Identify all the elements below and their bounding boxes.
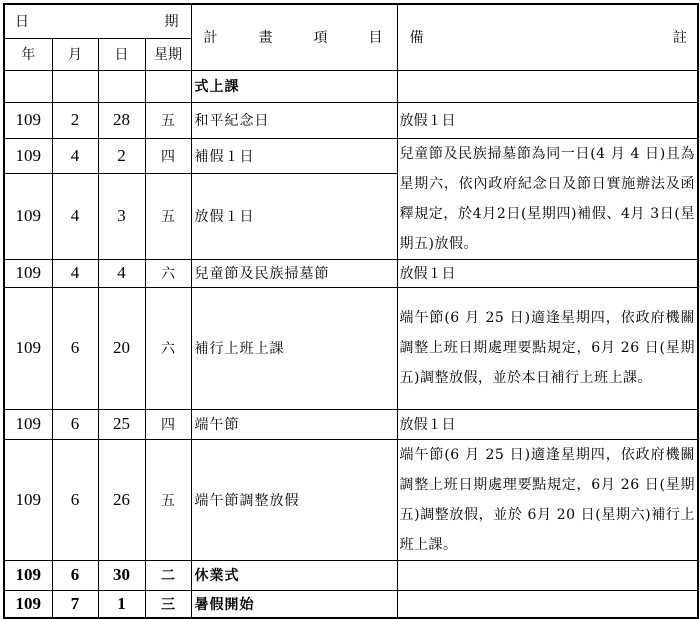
note-cell (397, 560, 698, 590)
header-row-top (4, 4, 698, 38)
weekday-cell: 三 (145, 590, 191, 618)
note-header-char: 備 (409, 30, 424, 47)
note-header-char: 註 (673, 30, 687, 47)
month-cell: 4 (52, 173, 98, 259)
plan-header (191, 4, 397, 70)
note-cell: 端午節(6 月 25 日)適逢星期四，依政府機關調整上班日期處理要點規定，6月 26 日(星期五)調整放假，並於 6月 20 日(星期六)補行上班上課。 (397, 439, 698, 560)
weekday-cell: 六 (145, 259, 191, 287)
plan-header-char: 畫 (258, 30, 273, 47)
plan-header-char: 目 (368, 30, 383, 47)
weekday-cell: 二 (145, 560, 191, 590)
month-cell (52, 70, 98, 102)
date-header (4, 4, 191, 38)
table-row (4, 102, 698, 138)
table-row (4, 560, 698, 590)
day-cell: 1 (98, 590, 145, 618)
month-cell: 6 (52, 439, 98, 560)
day-cell: 20 (98, 287, 145, 409)
note-cell: 放假１日 (397, 409, 698, 439)
note-cell: 端午節(6 月 25 日)適逢星期四，依政府機關調整上班日期處理要點規定，6月 26 日(星期五)調整放假，並於本日補行上班上課。 (397, 287, 698, 409)
month-cell: 7 (52, 590, 98, 618)
day-cell (98, 70, 145, 102)
month-cell: 4 (52, 138, 98, 173)
year-cell: 109 (4, 560, 52, 590)
day-cell: 4 (98, 259, 145, 287)
month-cell: 4 (52, 259, 98, 287)
weekday-cell: 六 (145, 287, 191, 409)
date-header-left: 日 (15, 14, 29, 31)
note-cell: 放假１日 (397, 102, 698, 138)
month-header: 月 (52, 38, 98, 70)
month-cell: 2 (52, 102, 98, 138)
year-cell: 109 (4, 102, 52, 138)
note-cell: 放假１日 (397, 259, 698, 287)
plan-header-char: 項 (313, 30, 328, 47)
weekday-cell: 五 (145, 102, 191, 138)
weekday-cell: 五 (145, 173, 191, 259)
plan-header-char: 計 (203, 30, 218, 47)
weekday-cell (145, 70, 191, 102)
table-row (4, 439, 698, 560)
weekday-cell: 四 (145, 138, 191, 173)
table-row (4, 409, 698, 439)
table-row (4, 590, 698, 618)
note-header (397, 4, 698, 70)
item-cell: 放假１日 (191, 173, 397, 259)
month-cell: 6 (52, 409, 98, 439)
table-row (4, 138, 698, 173)
item-cell: 端午節 (191, 409, 397, 439)
day-cell: 30 (98, 560, 145, 590)
day-cell: 3 (98, 173, 145, 259)
year-header: 年 (4, 38, 52, 70)
note-cell: 兒童節及民族掃墓節為同一日(4 月 4 日)且為星期六，依內政府紀念日及節日實施辦法及函釋規定，於4月2日(星期四)補假、4月 3日(星期五)放假。 (397, 138, 698, 259)
item-cell: 補行上班上課 (191, 287, 397, 409)
day-cell: 28 (98, 102, 145, 138)
date-header-right: 期 (164, 14, 179, 31)
year-cell: 109 (4, 259, 52, 287)
table-row (4, 259, 698, 287)
year-cell: 109 (4, 439, 52, 560)
item-cell: 休業式 (191, 560, 397, 590)
item-cell: 兒童節及民族掃墓節 (191, 259, 397, 287)
year-cell: 109 (4, 409, 52, 439)
table-row (4, 70, 698, 102)
item-cell: 暑假開始 (191, 590, 397, 618)
day-header: 日 (98, 38, 145, 70)
item-cell: 式上課 (191, 70, 397, 102)
day-cell: 2 (98, 138, 145, 173)
item-cell: 補假１日 (191, 138, 397, 173)
table-row (4, 287, 698, 409)
item-cell: 端午節調整放假 (191, 439, 397, 560)
month-cell: 6 (52, 287, 98, 409)
year-cell: 109 (4, 590, 52, 618)
year-cell: 109 (4, 287, 52, 409)
day-cell: 25 (98, 409, 145, 439)
month-cell: 6 (52, 560, 98, 590)
year-cell: 109 (4, 173, 52, 259)
day-cell: 26 (98, 439, 145, 560)
school-calendar-table (3, 3, 699, 619)
note-cell (397, 590, 698, 618)
year-cell (4, 70, 52, 102)
item-cell: 和平紀念日 (191, 102, 397, 138)
weekday-cell: 五 (145, 439, 191, 560)
note-cell (397, 70, 698, 102)
year-cell: 109 (4, 138, 52, 173)
weekday-header: 星期 (145, 38, 191, 70)
weekday-cell: 四 (145, 409, 191, 439)
